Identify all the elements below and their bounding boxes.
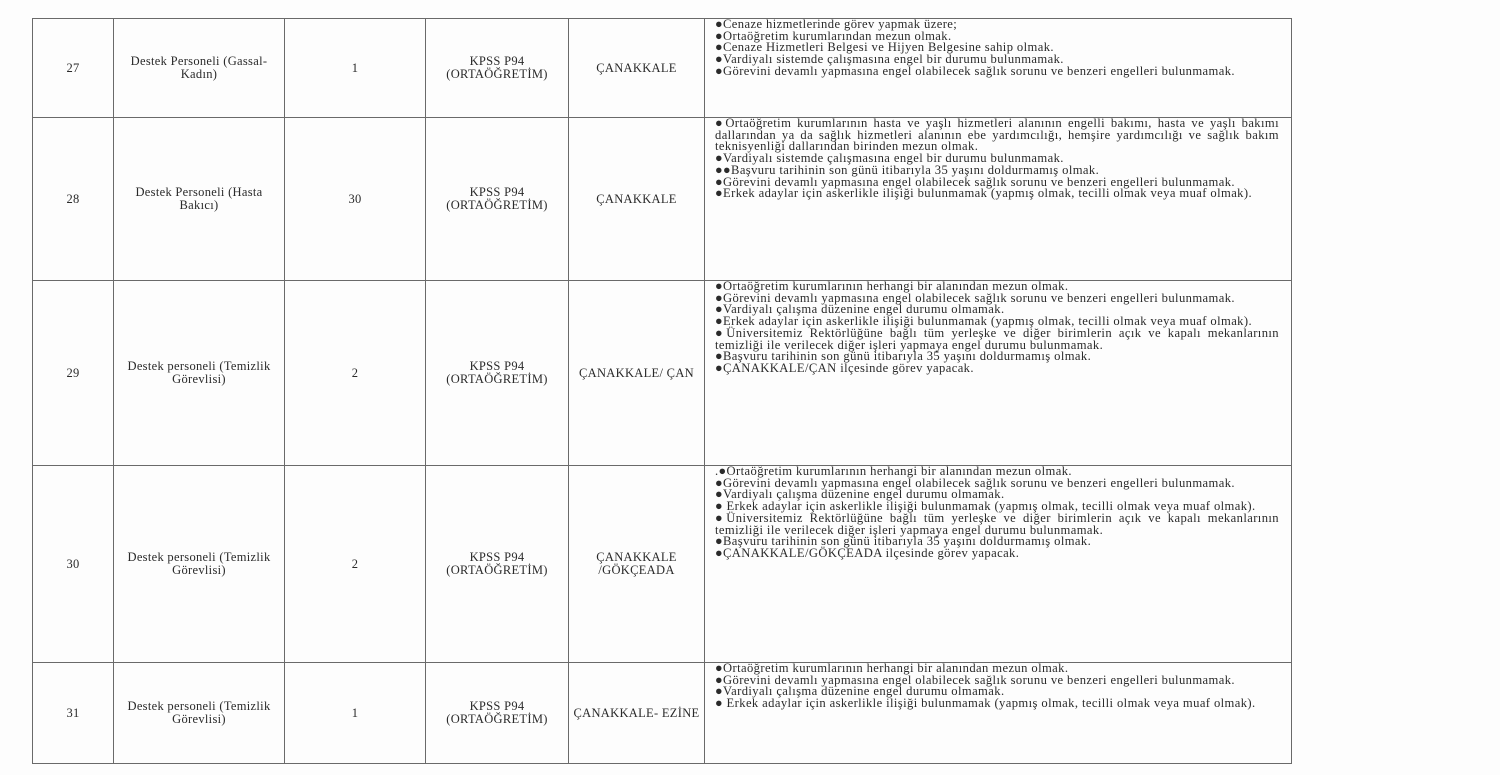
requirement-item: ●Vardiyalı sistemde çalışmasına engel bir durumu bulunmamak. <box>715 52 1064 67</box>
work-location: ÇANAKKALE/ ÇAN <box>569 281 705 466</box>
table-row <box>33 118 1292 281</box>
position-title-cell <box>114 281 285 466</box>
requirement-item: ●Başvuru tarihinin son günü itibarıyla 35 yaşını doldurmamış olmak. <box>715 534 1092 549</box>
requirement-item: ●Ortaöğretim kurumlarından mezun olmak. <box>715 28 952 43</box>
position-count: 2 <box>285 281 426 466</box>
requirement-item: ●●Başvuru tarihinin son günü itibarıyla 35 yaşını doldurmamış olmak. <box>715 162 1100 177</box>
exam-type: KPSS P94 (ORTAÖĞRETİM) <box>426 466 569 663</box>
positions-table <box>32 18 1292 764</box>
requirement-item: ●Erkek adaylar için askerlikle ilişiği bulunmamak (yapmış olmak, tecilli olmak veya muaf olmak). <box>715 186 1253 201</box>
requirements-cell <box>705 118 1292 281</box>
requirement-item: ●ÇANAKKALE/GÖKÇEADA ilçesinde görev yapacak. <box>715 545 1020 560</box>
requirement-item: ●Görevini devamlı yapmasına engel olabilecek sağlık sorunu ve benzeri engelleri bulunmamak. <box>715 475 1235 490</box>
requirement-item: ●Görevini devamlı yapmasına engel olabilecek sağlık sorunu ve benzeri engelleri bulunmamak. <box>715 63 1235 78</box>
requirement-item: ●Görevini devamlı yapmasına engel olabilecek sağlık sorunu ve benzeri engelleri bulunmamak. <box>715 174 1235 189</box>
requirement-item: ●Görevini devamlı yapmasına engel olabilecek sağlık sorunu ve benzeri engelleri bulunmamak. <box>715 290 1235 305</box>
requirement-item: ●Cenaze Hizmetleri Belgesi ve Hijyen Belgesine sahip olmak. <box>715 40 1054 55</box>
position-count: 2 <box>285 466 426 663</box>
requirement-item: ●Vardiyalı sistemde çalışmasına engel bir durumu bulunmamak. <box>715 151 1064 166</box>
work-location: ÇANAKKALE /GÖKÇEADA <box>569 466 705 663</box>
requirement-item: ●Vardiyalı çalışma düzenine engel durumu olmamak. <box>715 302 1005 317</box>
position-title-cell <box>114 19 285 118</box>
work-location: ÇANAKKALE <box>569 19 705 118</box>
requirement-item: ●Vardiyalı çalışma düzenine engel durumu olmamak. <box>715 684 1005 699</box>
exam-type: KPSS P94 (ORTAÖĞRETİM) <box>426 118 569 281</box>
position-title: Destek personeli (Temizlik Görevlisi) <box>127 550 271 577</box>
requirement-item: ●Vardiyalı çalışma düzenine engel durumu olmamak. <box>715 487 1005 502</box>
position-count: 30 <box>285 118 426 281</box>
position-title-cell <box>114 663 285 764</box>
position-title: Destek Personeli (Gassal-Kadın) <box>130 54 268 81</box>
requirements-cell <box>705 466 1292 663</box>
requirements-list <box>705 19 1291 78</box>
requirement-item: ●Ortaöğretim kurumlarının herhangi bir alanından mezun olmak. <box>715 661 1069 675</box>
table-row <box>33 19 1292 118</box>
row-number: 31 <box>33 663 114 764</box>
requirement-item: ●ÇANAKKALE/ÇAN ilçesinde görev yapacak. <box>715 360 974 375</box>
row-number: 29 <box>33 281 114 466</box>
requirements-list <box>705 466 1291 560</box>
requirement-item: ● Erkek adaylar için askerlikle ilişiği bulunmamak (yapmış olmak, tecilli olmak veya muaf olmak). <box>715 499 1256 514</box>
requirement-item: ●Ortaöğretim kurumlarının herhangi bir alanından mezun olmak. <box>715 279 1069 293</box>
positions-table-body <box>33 19 1292 764</box>
work-location: ÇANAKKALE- EZİNE <box>569 663 705 764</box>
requirement-item: ●Üniversitemiz Rektörlüğüne bağlı tüm yerleşke ve diğer birimlerin açık ve kapalı mekanlarının temizliği ile verilecek diğer işleri yapmaya engel durumu bulunmamak. <box>715 325 1279 352</box>
table-row <box>33 281 1292 466</box>
table-row <box>33 663 1292 764</box>
requirement-item: ●Üniversitemiz Rektörlüğüne bağlı tüm yerleşke ve diğer birimlerin açık ve kapalı mekanlarının temizliği ile verilecek diğer işleri yapmaya engel durumu bulunmamak. <box>715 510 1279 537</box>
exam-type: KPSS P94 (ORTAÖĞRETİM) <box>426 663 569 764</box>
exam-type: KPSS P94 (ORTAÖĞRETİM) <box>426 19 569 118</box>
requirements-list <box>705 663 1291 710</box>
requirement-item: ●Ortaöğretim kurumlarının hasta ve yaşlı hizmetleri alanının engelli bakımı, hasta ve yaşlı bakımı dallarından ya da sağlık hizmetleri alanının ebe yardımcılığı, hemşire yardımcılığı ve sağlık bakım teknisyenliği dallarından birinden mezun olmak. <box>715 116 1279 154</box>
position-title-cell <box>114 118 285 281</box>
position-title: Destek personeli (Temizlik Görevlisi) <box>127 699 271 726</box>
row-number: 27 <box>33 19 114 118</box>
row-number: 28 <box>33 118 114 281</box>
position-count: 1 <box>285 19 426 118</box>
work-location: ÇANAKKALE <box>569 118 705 281</box>
requirement-item: .●Ortaöğretim kurumlarının herhangi bir alanından mezun olmak. <box>715 464 1072 478</box>
requirements-cell <box>705 281 1292 466</box>
position-title-cell <box>114 466 285 663</box>
row-number: 30 <box>33 466 114 663</box>
position-count: 1 <box>285 663 426 764</box>
requirements-list <box>705 118 1291 200</box>
table-row <box>33 466 1292 663</box>
position-title: Destek Personeli (Hasta Bakıcı) <box>135 185 263 212</box>
requirement-item: ●Erkek adaylar için askerlikle ilişiği bulunmamak (yapmış olmak, tecilli olmak veya muaf olmak). <box>715 314 1253 329</box>
requirements-cell <box>705 663 1292 764</box>
exam-type: KPSS P94 (ORTAÖĞRETİM) <box>426 281 569 466</box>
requirement-item: ●Görevini devamlı yapmasına engel olabilecek sağlık sorunu ve benzeri engelleri bulunmamak. <box>715 672 1235 687</box>
requirement-item: ● Erkek adaylar için askerlikle ilişiği bulunmamak (yapmış olmak, tecilli olmak veya muaf olmak). <box>715 696 1256 711</box>
requirement-item: ●Başvuru tarihinin son günü itibarıyla 35 yaşını doldurmamış olmak. <box>715 349 1092 364</box>
position-title: Destek personeli (Temizlik Görevlisi) <box>127 359 271 386</box>
requirements-list <box>705 281 1291 375</box>
requirements-cell <box>705 19 1292 118</box>
requirement-item: ●Cenaze hizmetlerinde görev yapmak üzere; <box>715 17 958 31</box>
